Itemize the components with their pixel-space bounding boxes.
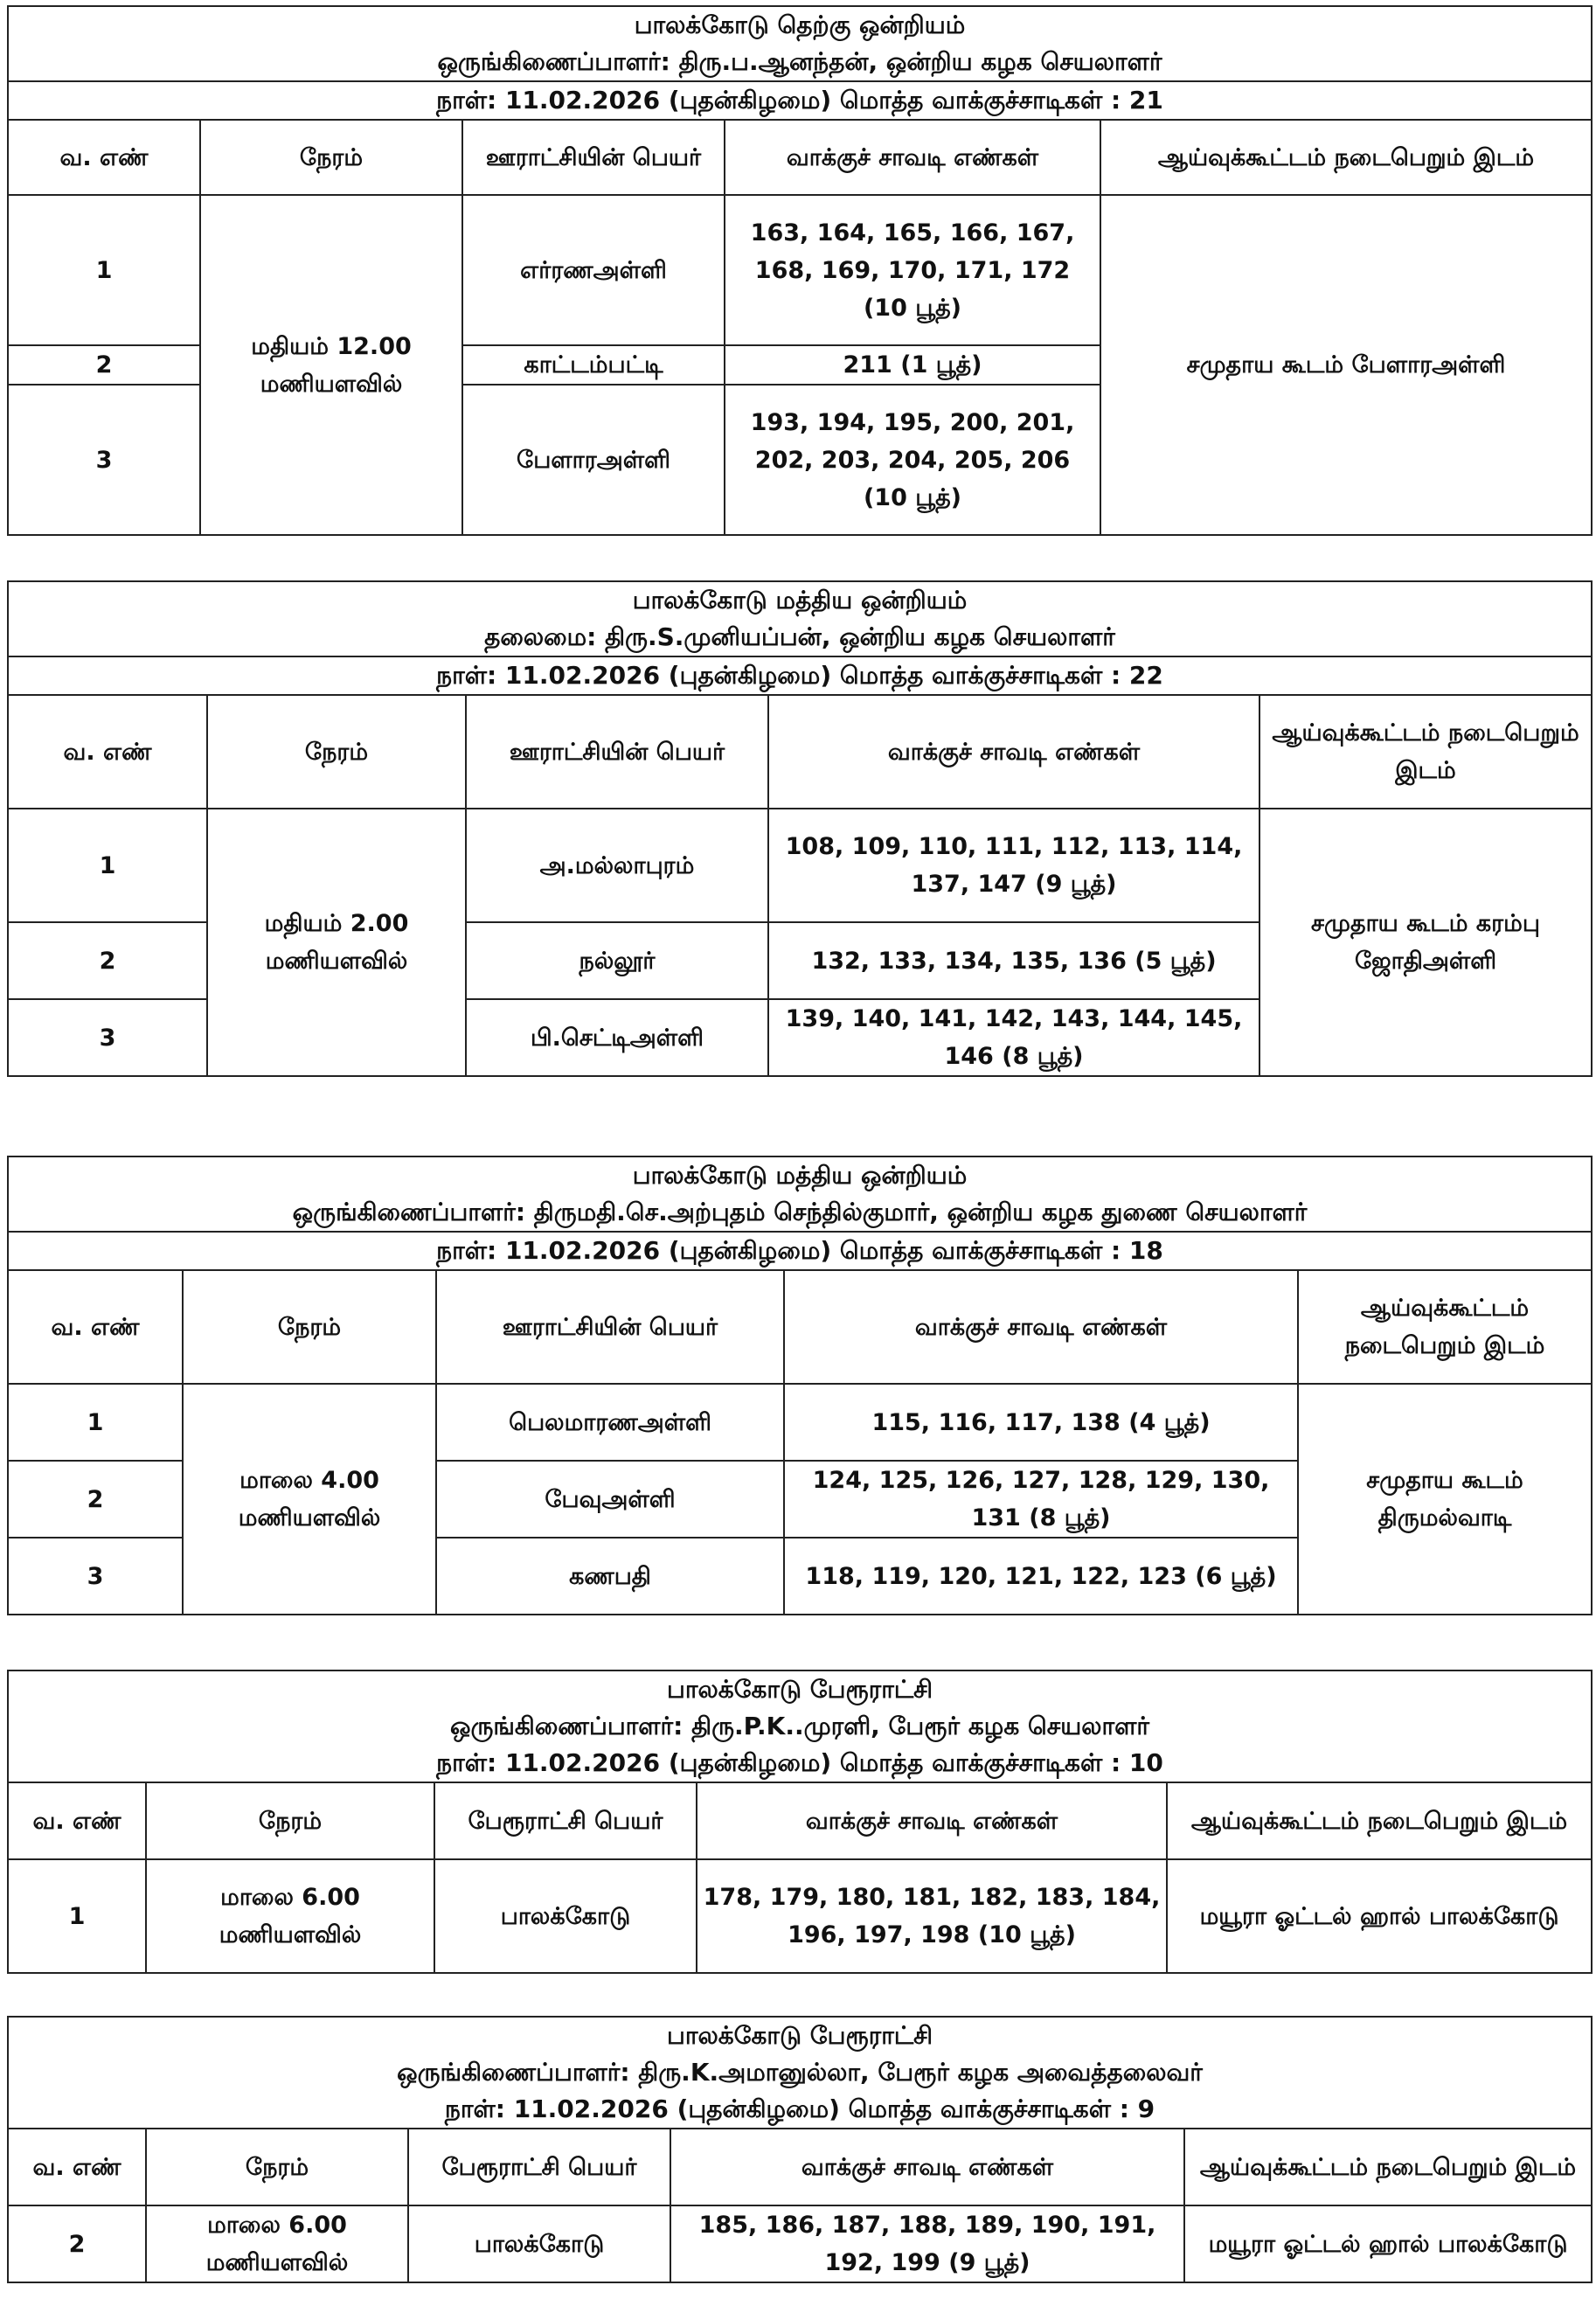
table-2-date-line: நாள்: 11.02.2026 (புதன்கிழமை) மொத்த வாக்குச்சாடிகள் : 22 [8, 656, 1592, 695]
village-name: பேவுஅள்ளி [436, 1461, 784, 1538]
table-5-header [8, 2017, 1592, 2129]
meeting-time: மாலை 6.00 மணியளவில் [146, 2205, 408, 2282]
schedule-table-1 [7, 5, 1593, 536]
booth-numbers: 178, 179, 180, 181, 182, 183, 184, 196, 197, 198 (10 பூத்) [697, 1859, 1167, 1973]
booth-numbers: 118, 119, 120, 121, 122, 123 (6 பூத்) [784, 1538, 1298, 1615]
village-name: கணபதி [436, 1538, 784, 1615]
table-3-coordinator: ஒருங்கிணைப்பாளர்: திருமதி.செ.அற்புதம் செந்தில்குமார், ஒன்றிய கழக துணை செயலாளர் [292, 1198, 1308, 1226]
col-village: பேரூராட்சி பெயர் [434, 1782, 697, 1859]
meeting-venue: மயூரா ஓட்டல் ஹால் பாலக்கோடு [1167, 1859, 1592, 1973]
meeting-venue: மயூரா ஓட்டல் ஹால் பாலக்கோடு [1184, 2205, 1592, 2282]
schedule-table-3 [7, 1156, 1593, 1615]
col-village: ஊராட்சியின் பெயர் [436, 1270, 784, 1384]
table-row [8, 1859, 1592, 1973]
schedule-table-2 [7, 580, 1593, 1077]
col-village: ஊராட்சியின் பெயர் [462, 120, 725, 195]
village-name: எர்ரணஅள்ளி [462, 195, 725, 345]
col-village: ஊராட்சியின் பெயர் [466, 695, 768, 809]
table-row [8, 809, 1592, 922]
col-time: நேரம் [183, 1270, 436, 1384]
village-name: பெலமாரணஅள்ளி [436, 1384, 784, 1461]
col-serial: வ. எண் [8, 695, 207, 809]
table-5-coordinator: ஒருங்கிணைப்பாளர்: திரு.K.அமானுல்லா, பேரூர் கழக அவைத்தலைவர் [397, 2058, 1203, 2087]
col-booths: வாக்குச் சாவடி எண்கள் [670, 2129, 1184, 2205]
table-5-title: பாலக்கோடு பேரூராட்சி [667, 2021, 933, 2050]
schedule-table-4 [7, 1670, 1593, 1974]
col-booths: வாக்குச் சாவடி எண்கள் [768, 695, 1259, 809]
table-2-coordinator: தலைமை: திரு.S.முனியப்பன், ஒன்றிய கழக செயலாளர் [484, 622, 1115, 651]
table-4-title: பாலக்கோடு பேரூராட்சி [666, 1675, 933, 1704]
col-venue: ஆய்வுக்கூட்டம் நடைபெறும் இடம் [1167, 1782, 1592, 1859]
meeting-venue: சமுதாய கூடம் பேளாரஅள்ளி [1100, 195, 1592, 535]
schedule-table-5 [7, 2016, 1593, 2283]
village-name: பாலக்கோடு [434, 1859, 697, 1973]
table-4-header [8, 1670, 1592, 1782]
meeting-venue: சமுதாய கூடம் கரம்பு ஜோதிஅள்ளி [1259, 809, 1592, 1076]
booth-numbers: 115, 116, 117, 138 (4 பூத்) [784, 1384, 1298, 1461]
table-3-header [8, 1156, 1592, 1232]
table-row [8, 2205, 1592, 2282]
row-serial: 2 [8, 345, 200, 385]
table-2-header [8, 581, 1592, 656]
row-serial: 2 [8, 2205, 146, 2282]
village-name: காட்டம்பட்டி [462, 345, 725, 385]
col-venue: ஆய்வுக்கூட்டம் நடைபெறும் இடம் [1298, 1270, 1592, 1384]
meeting-venue: சமுதாய கூடம் திருமல்வாடி [1298, 1384, 1592, 1615]
meeting-time: மதியம் 12.00 மணியளவில் [200, 195, 462, 535]
meeting-time: மாலை 6.00 மணியளவில் [146, 1859, 434, 1973]
village-name: பாலக்கோடு [408, 2205, 670, 2282]
table-1-header [8, 6, 1592, 81]
table-1-date-line: நாள்: 11.02.2026 (புதன்கிழமை) மொத்த வாக்குச்சாடிகள் : 21 [8, 81, 1592, 120]
table-2-title: பாலக்கோடு மத்திய ஒன்றியம் [632, 586, 968, 615]
col-serial: வ. எண் [8, 2129, 146, 2205]
booth-numbers: 124, 125, 126, 127, 128, 129, 130, 131 (8 பூத்) [784, 1461, 1298, 1538]
col-time: நேரம் [146, 1782, 434, 1859]
col-serial: வ. எண் [8, 1782, 146, 1859]
table-3-title: பாலக்கோடு மத்திய ஒன்றியம் [632, 1161, 968, 1190]
booth-numbers: 163, 164, 165, 166, 167, 168, 169, 170, 171, 172 (10 பூத்) [725, 195, 1100, 345]
col-time: நேரம் [207, 695, 466, 809]
row-serial: 3 [8, 999, 207, 1076]
col-serial: வ. எண் [8, 1270, 183, 1384]
col-booths: வாக்குச் சாவடி எண்கள் [697, 1782, 1167, 1859]
table-1-title: பாலக்கோடு தெற்கு ஒன்றியம் [634, 10, 966, 39]
booth-numbers: 108, 109, 110, 111, 112, 113, 114, 137, 147 (9 பூத்) [768, 809, 1259, 922]
booth-numbers: 139, 140, 141, 142, 143, 144, 145, 146 (8 பூத்) [768, 999, 1259, 1076]
col-venue: ஆய்வுக்கூட்டம் நடைபெறும் இடம் [1259, 695, 1592, 809]
col-serial: வ. எண் [8, 120, 200, 195]
meeting-time: மதியம் 2.00 மணியளவில் [207, 809, 466, 1076]
row-serial: 1 [8, 195, 200, 345]
table-4-coordinator: ஒருங்கிணைப்பாளர்: திரு.P.K..முரளி, பேரூர் கழக செயலாளர் [449, 1712, 1150, 1740]
col-booths: வாக்குச் சாவடி எண்கள் [725, 120, 1100, 195]
row-serial: 1 [8, 1859, 146, 1973]
row-serial: 2 [8, 922, 207, 999]
meeting-time: மாலை 4.00 மணியளவில் [183, 1384, 436, 1615]
table-1-coordinator: ஒருங்கிணைப்பாளர்: திரு.ப.ஆனந்தன், ஒன்றிய கழக செயலாளர் [437, 47, 1162, 76]
village-name: நல்லூர் [466, 922, 768, 999]
booth-numbers: 211 (1 பூத்) [725, 345, 1100, 385]
booth-numbers: 193, 194, 195, 200, 201, 202, 203, 204, 205, 206 (10 பூத்) [725, 385, 1100, 535]
col-booths: வாக்குச் சாவடி எண்கள் [784, 1270, 1298, 1384]
booth-numbers: 132, 133, 134, 135, 136 (5 பூத்) [768, 922, 1259, 999]
table-5-date-line: நாள்: 11.02.2026 (புதன்கிழமை) மொத்த வாக்குச்சாடிகள் : 9 [444, 2094, 1155, 2123]
row-serial: 1 [8, 1384, 183, 1461]
booth-numbers: 185, 186, 187, 188, 189, 190, 191, 192, 199 (9 பூத்) [670, 2205, 1184, 2282]
row-serial: 1 [8, 809, 207, 922]
row-serial: 3 [8, 385, 200, 535]
village-name: பேளாரஅள்ளி [462, 385, 725, 535]
table-3-date-line: நாள்: 11.02.2026 (புதன்கிழமை) மொத்த வாக்குச்சாடிகள் : 18 [8, 1232, 1592, 1270]
col-time: நேரம் [146, 2129, 408, 2205]
table-row [8, 195, 1592, 345]
village-name: அ.மல்லாபுரம் [466, 809, 768, 922]
table-4-date-line: நாள்: 11.02.2026 (புதன்கிழமை) மொத்த வாக்குச்சாடிகள் : 10 [436, 1748, 1163, 1777]
table-row [8, 1384, 1592, 1461]
col-venue: ஆய்வுக்கூட்டம் நடைபெறும் இடம் [1184, 2129, 1592, 2205]
col-time: நேரம் [200, 120, 462, 195]
row-serial: 3 [8, 1538, 183, 1615]
village-name: பி.செட்டிஅள்ளி [466, 999, 768, 1076]
row-serial: 2 [8, 1461, 183, 1538]
col-venue: ஆய்வுக்கூட்டம் நடைபெறும் இடம் [1100, 120, 1592, 195]
col-village: பேரூராட்சி பெயர் [408, 2129, 670, 2205]
